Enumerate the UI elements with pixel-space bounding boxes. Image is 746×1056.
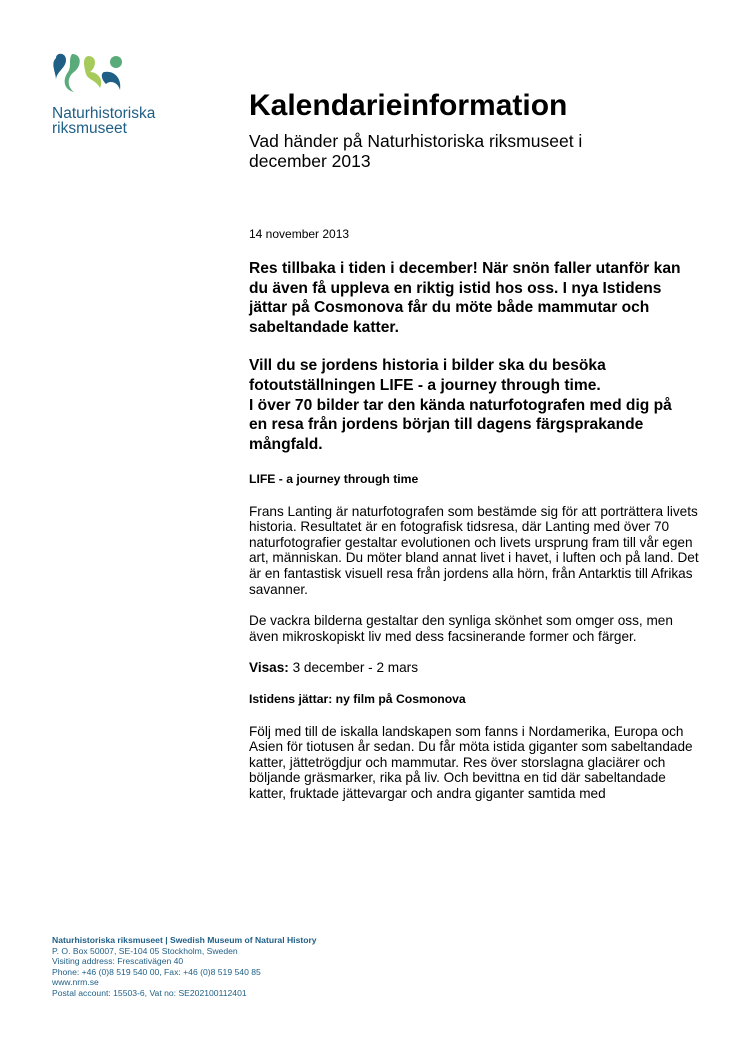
lead-paragraph-2 [249,356,689,454]
section-heading-istidens: Istidens jättar: ny film på Cosmonova [249,691,466,706]
release-date: 14 november 2013 [249,227,350,241]
footer-address: P. O. Box 50007, SE-104 05 Stockholm, Sweden [52,945,238,956]
footer-website: www.nrm.se [52,977,99,988]
lead-text [249,259,689,473]
museum-logo [52,50,172,136]
footer-title: Naturhistoriska riksmuseet | Swedish Museum of Natural History [52,935,317,945]
footer-postal-account: Postal account: 15503-6, Vat no: SE202100112401 [52,987,247,998]
lead-paragraph-2-line1: Vill du se jordens historia i bilder ska du besöka fotoutställningen LIFE - a journey through time. [249,357,606,394]
lead-paragraph-2-line2: I över 70 bilder tar den kända naturfotografen med dig på en resa från jordens början till dagens färgsprakande mångfald. [249,396,672,453]
footer [52,935,317,999]
show-dates-value: 3 december - 2 mars [288,660,418,676]
page-title: Kalendarieinformation [249,89,568,122]
section-heading-life: LIFE - a journey through time [249,472,419,486]
lead-paragraph-1: Res tillbaka i tiden i december! När snön faller utanför kan du även få uppleva en riktig istid hos oss. I nya Istidens jättar på Cosmonova får du möte både mammutar och sabeltandade katter. [249,260,681,336]
logo-name-line2: riksmuseet [52,120,127,137]
footer-phone: Phone: +46 (0)8 519 540 00, Fax: +46 (0)8 519 540 85 [52,966,261,977]
logo-wordmark [52,106,172,136]
footer-visiting-address: Visiting address: Frescativägen 40 [52,956,184,967]
main-content [249,472,699,818]
show-dates-label: Visas: [249,660,289,676]
museum-logo-mark [52,50,132,100]
logo-name-line1: Naturhistoriska [52,105,156,122]
section-istidens-paragraph-1: Följ med till de iskalla landskapen som fanns i Nordamerika, Europa och Asien för tiotusen år sedan. Du får möta istida giganter som sabeltandade katter, jättetrögdjur och mammutar. Res över storslagna glaciärer och böljande gräsmarker, rika på liv. Och bevittna en tid där sabeltandade katter, fruktade jättevargar och andra giganter samtida med [249,723,693,801]
section-life-paragraph-1: Frans Lanting är naturfotografen som bestämde sig för att porträttera livets historia. Resultatet är en fotografisk tidsresa, där Lanting med över 70 naturfotografier gestaltar evolutionen och livets ursprung fram till vår egen art, människan. Du möter bland annat livet i havet, i luften och på land. Det är en fantastisk visuell resa från jordens alla hörn, från Antarktis till Afrikas savanner. [249,503,699,597]
show-dates [249,660,699,676]
page-subtitle: Vad händer på Naturhistoriska riksmuseet i december 2013 [249,131,583,171]
section-life-paragraph-2: De vackra bilderna gestaltar den synliga skönhet som omger oss, men även mikroskopiskt liv med dess facsinerande former och färger. [249,613,673,644]
